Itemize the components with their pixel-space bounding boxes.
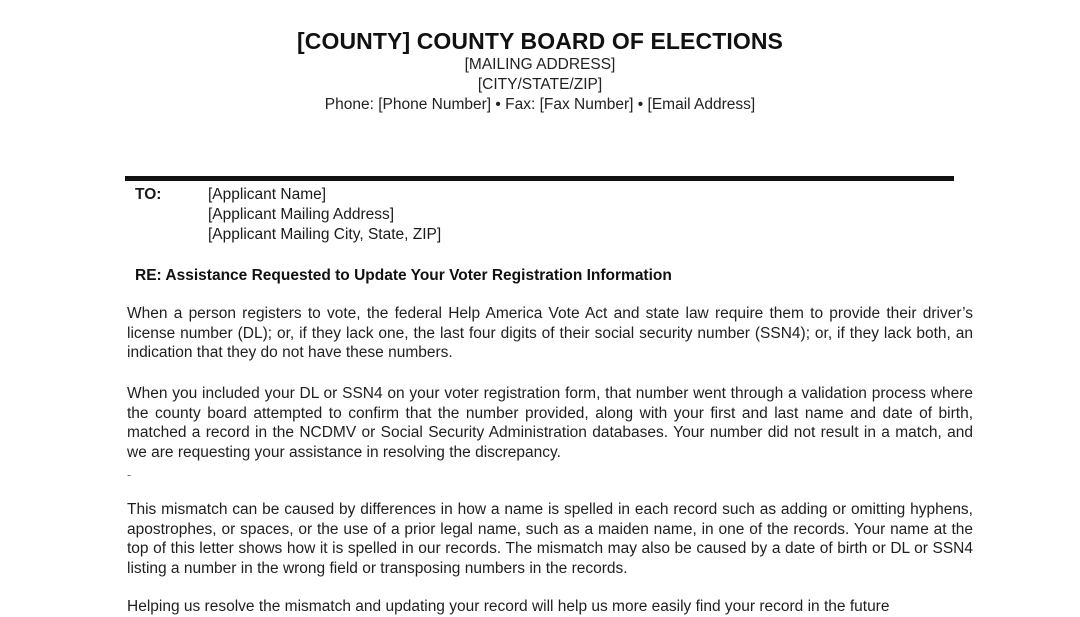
body-paragraph: When a person registers to vote, the federal Help America Vote Act and state law require them to provide their driver’s license number (DL); or, if they lack one, the last four digits of their social security number (SSN4); or, if they lack both, an indication that they do not have these numbers.: [127, 305, 973, 361]
recipient-lines: [208, 185, 808, 245]
body-paragraph: When you included your DL or SSN4 on your voter registration form, that number went through a validation process where the county board attempted to confirm that the number provided, along with your first and last name and date of birth, matched a record in the NCDMV or Social Security Administration databases. Your number did not result in a match, and we are requesting your assistance in resolving the discrepancy.: [127, 385, 973, 461]
recipient-mailing-address: [Applicant Mailing Address]: [208, 206, 395, 223]
organization-name: [COUNTY] COUNTY BOARD OF ELECTIONS: [297, 28, 783, 54]
letterhead: [0, 27, 1080, 115]
body-paragraph: Helping us resolve the mismatch and updating your record will help us more easily find your record in the future: [127, 598, 890, 615]
recipient-city-state-zip: [Applicant Mailing City, State, ZIP]: [208, 226, 442, 243]
city-state-zip: [CITY/STATE/ZIP]: [477, 76, 603, 93]
recipient-name: [Applicant Name]: [208, 186, 327, 203]
to-label: TO:: [135, 186, 162, 203]
mailing-address: [MAILING ADDRESS]: [464, 56, 616, 73]
header-divider: [125, 176, 954, 181]
contact-line: Phone: [Phone Number] • Fax: [Fax Number] • [Email Address]: [324, 96, 756, 113]
subject-line: RE: Assistance Requested to Update Your Voter Registration Information: [135, 267, 672, 284]
stray-mark: -: [127, 467, 132, 482]
body-paragraph: This mismatch can be caused by differences in how a name is spelled in each record such as adding or omitting hyphens, apostrophes, or spaces, or the use of a prior legal name, such as a maiden name, in one of the records. Your name at the top of this letter shows how it is spelled in our records. The mismatch may also be caused by a date of birth or DL or SSN4 listing a number in the wrong field or transposing numbers in the records.: [127, 501, 973, 577]
